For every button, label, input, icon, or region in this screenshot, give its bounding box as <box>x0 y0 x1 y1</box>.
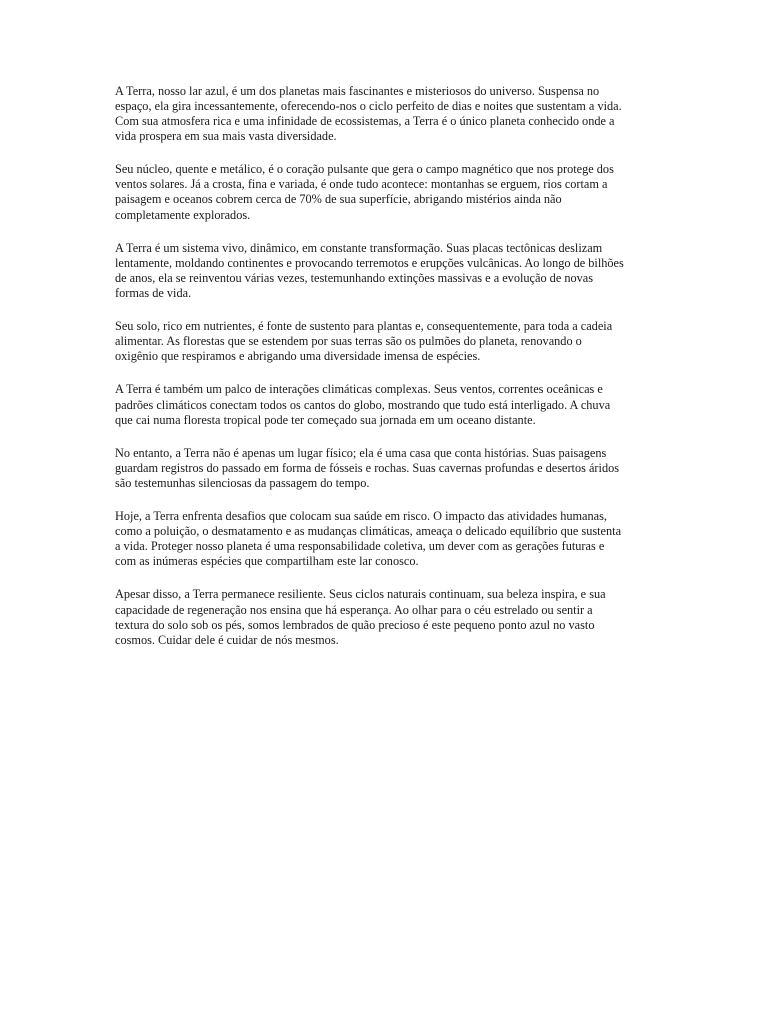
text-line: a vida. Proteger nosso planeta é uma responsabilidade coletiva, um dever com as gerações futuras e <box>115 539 605 554</box>
text-line: ventos solares. Já a crosta, fina e variada, é onde tudo acontece: montanhas se erguem, rios cortam a <box>115 177 608 192</box>
text-line: como a poluição, o desmatamento e as mudanças climáticas, ameaça o delicado equilíbrio que sustenta <box>115 524 622 539</box>
document-body <box>115 84 649 666</box>
paragraph-6 <box>115 446 649 491</box>
text-line: A Terra, nosso lar azul, é um dos planetas mais fascinantes e misteriosos do universo. Suspensa no <box>115 84 600 98</box>
text-line: espaço, ela gira incessantemente, oferecendo-nos o ciclo perfeito de dias e noites que sustentam a vida. <box>115 99 622 114</box>
text-line: formas de vida. <box>115 285 192 300</box>
paragraph-8 <box>115 587 649 647</box>
text-line: lentamente, moldando continentes e provocando terremotos e erupções vulcânicas. Ao longo de bilhões <box>115 255 624 270</box>
text-line: alimentar. As florestas que se estendem por suas terras são os pulmões do planeta, renovando o <box>115 334 582 349</box>
text-line: padrões climáticos conectam todos os cantos do globo, mostrando que tudo está interligado. A chuva <box>115 397 611 412</box>
text-line: A Terra é também um palco de interações climáticas complexas. Seus ventos, correntes oceânicas e <box>115 382 603 397</box>
paragraph-1 <box>115 84 649 144</box>
text-line: A Terra é um sistema vivo, dinâmico, em constante transformação. Suas placas tectônicas deslizam <box>115 240 603 255</box>
paragraph-4 <box>115 319 649 364</box>
text-line: Apesar disso, a Terra permanece resiliente. Seus ciclos naturais continuam, sua beleza inspira, e sua <box>115 587 606 602</box>
text-line: Hoje, a Terra enfrenta desafios que colocam sua saúde em risco. O impacto das atividades humanas, <box>115 509 607 524</box>
text-line: textura do solo sob os pés, somos lembrados de quão precioso é este pequeno ponto azul no vasto <box>115 617 595 632</box>
text-line: guardam registros do passado em forma de fósseis e rochas. Suas cavernas profundas e desertos áridos <box>115 460 620 475</box>
text-line: cosmos. Cuidar dele é cuidar de nós mesmos. <box>115 632 339 647</box>
text-line: No entanto, a Terra não é apenas um lugar físico; ela é uma casa que conta histórias. Suas paisagens <box>115 445 607 460</box>
text-line: vida prospera em sua mais vasta diversidade. <box>115 129 337 144</box>
text-line: paisagem e oceanos cobrem cerca de 70% de sua superfície, abrigando mistérios ainda não <box>115 192 562 207</box>
text-line: de anos, ela se reinventou várias vezes, testemunhando extinções massivas e a evolução de novas <box>115 270 594 285</box>
text-line: Com sua atmosfera rica e uma infinidade de ecossistemas, a Terra é o único planeta conhecido onde a <box>115 114 615 129</box>
text-line: capacidade de regeneração nos ensina que há esperança. Ao olhar para o céu estrelado ou sentir a <box>115 602 593 617</box>
text-line: são testemunhas silenciosas da passagem do tempo. <box>115 475 370 490</box>
paragraph-2 <box>115 162 649 222</box>
text-line: com as inúmeras espécies que compartilham este lar conosco. <box>115 554 419 569</box>
text-line: oxigênio que respiramos e abrigando uma diversidade imensa de espécies. <box>115 349 481 364</box>
text-line: completamente explorados. <box>115 207 251 222</box>
paragraph-5 <box>115 382 649 427</box>
paragraph-7 <box>115 509 649 569</box>
text-line: que cai numa floresta tropical pode ter começado sua jornada em um oceano distante. <box>115 412 536 427</box>
text-line: Seu núcleo, quente e metálico, é o coração pulsante que gera o campo magnético que nos protege dos <box>115 162 614 177</box>
text-line: Seu solo, rico em nutrientes, é fonte de sustento para plantas e, consequentemente, para toda a cadeia <box>115 319 613 334</box>
paragraph-3 <box>115 241 649 301</box>
